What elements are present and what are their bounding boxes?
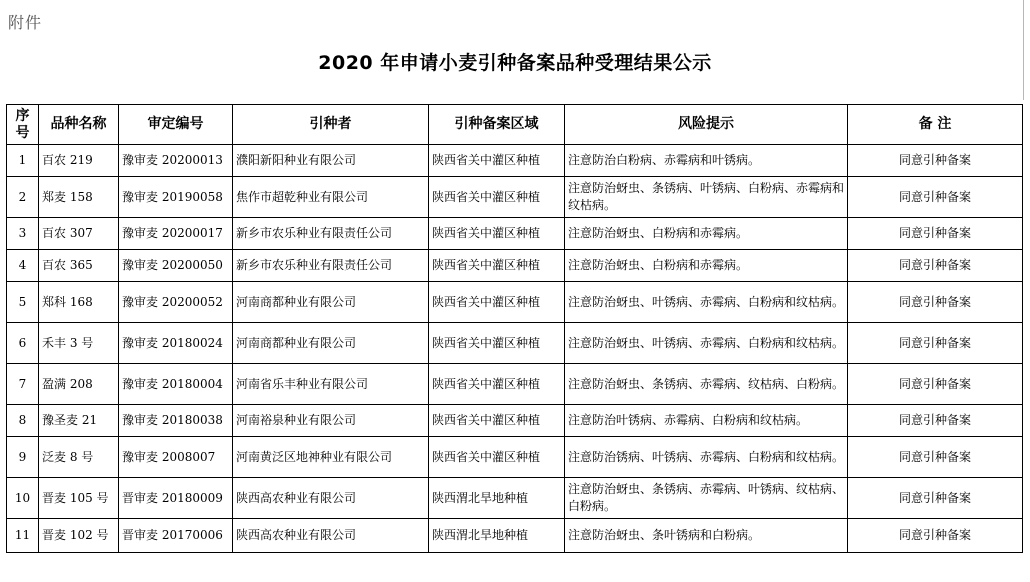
cell-name: 盈满 208 [39, 364, 119, 405]
cell-risk: 注意防治蚜虫、白粉病和赤霉病。 [565, 218, 848, 250]
cell-region: 陕西省关中灌区种植 [429, 145, 565, 177]
cell-note: 同意引种备案 [848, 145, 1023, 177]
cell-region: 陕西渭北旱地种植 [429, 519, 565, 553]
cell-name: 晋麦 105 号 [39, 478, 119, 519]
cell-name: 百农 365 [39, 250, 119, 282]
table-row [7, 177, 1023, 218]
attachment-label: 附件 [8, 13, 43, 32]
cell-applicant: 河南省乐丰种业有限公司 [233, 364, 429, 405]
cell-region: 陕西省关中灌区种植 [429, 364, 565, 405]
page-title: 2020 年申请小麦引种备案品种受理结果公示 [318, 52, 712, 74]
cell-code: 晋审麦 20170006 [119, 519, 233, 553]
cell-code: 豫审麦 20200013 [119, 145, 233, 177]
cell-note: 同意引种备案 [848, 250, 1023, 282]
cell-note: 同意引种备案 [848, 218, 1023, 250]
cell-no: 7 [7, 364, 39, 405]
cell-no: 11 [7, 519, 39, 553]
cell-risk: 注意防治蚜虫、叶锈病、赤霉病、白粉病和纹枯病。 [565, 282, 848, 323]
table-row [7, 218, 1023, 250]
cell-no: 2 [7, 177, 39, 218]
cell-risk: 注意防治叶锈病、赤霉病、白粉病和纹枯病。 [565, 405, 848, 437]
cell-no: 3 [7, 218, 39, 250]
cell-risk: 注意防治蚜虫、条锈病、赤霉病、纹枯病、白粉病。 [565, 364, 848, 405]
table-row [7, 405, 1023, 437]
cell-code: 豫审麦 20200050 [119, 250, 233, 282]
cell-note: 同意引种备案 [848, 364, 1023, 405]
header-note: 备 注 [848, 105, 1023, 145]
cell-applicant: 河南商都种业有限公司 [233, 282, 429, 323]
cell-no: 10 [7, 478, 39, 519]
cell-name: 郑麦 158 [39, 177, 119, 218]
cell-code: 豫审麦 20180004 [119, 364, 233, 405]
cell-region: 陕西省关中灌区种植 [429, 177, 565, 218]
cell-no: 8 [7, 405, 39, 437]
cell-no: 4 [7, 250, 39, 282]
cell-risk: 注意防治蚜虫、条锈病、叶锈病、白粉病、赤霉病和纹枯病。 [565, 177, 848, 218]
cell-name: 百农 219 [39, 145, 119, 177]
cell-risk: 注意防治蚜虫、白粉病和赤霉病。 [565, 250, 848, 282]
cell-note: 同意引种备案 [848, 519, 1023, 553]
cell-name: 豫圣麦 21 [39, 405, 119, 437]
cell-region: 陕西省关中灌区种植 [429, 218, 565, 250]
cell-applicant: 焦作市超乾种业有限公司 [233, 177, 429, 218]
header-code: 审定编号 [119, 105, 233, 145]
cell-code: 豫审麦 20200017 [119, 218, 233, 250]
table-row [7, 323, 1023, 364]
header-no: 序号 [7, 105, 39, 145]
cell-name: 晋麦 102 号 [39, 519, 119, 553]
table-row [7, 437, 1023, 478]
header-risk: 风险提示 [565, 105, 848, 145]
cell-applicant: 濮阳新阳种业有限公司 [233, 145, 429, 177]
table-row [7, 250, 1023, 282]
cell-code: 晋审麦 20180009 [119, 478, 233, 519]
cell-region: 陕西省关中灌区种植 [429, 323, 565, 364]
table-row [7, 519, 1023, 553]
cell-name: 禾丰 3 号 [39, 323, 119, 364]
table-row [7, 282, 1023, 323]
cell-code: 豫审麦 20180024 [119, 323, 233, 364]
cell-risk: 注意防治白粉病、赤霉病和叶锈病。 [565, 145, 848, 177]
table-row [7, 145, 1023, 177]
header-name: 品种名称 [39, 105, 119, 145]
cell-code: 豫审麦 20180038 [119, 405, 233, 437]
cell-region: 陕西省关中灌区种植 [429, 250, 565, 282]
cell-applicant: 陕西高农种业有限公司 [233, 519, 429, 553]
cell-risk: 注意防治锈病、叶锈病、赤霉病、白粉病和纹枯病。 [565, 437, 848, 478]
header-region: 引种备案区域 [429, 105, 565, 145]
cell-risk: 注意防治蚜虫、条叶锈病和白粉病。 [565, 519, 848, 553]
cell-applicant: 河南商都种业有限公司 [233, 323, 429, 364]
cell-note: 同意引种备案 [848, 478, 1023, 519]
cell-no: 6 [7, 323, 39, 364]
header-applicant: 引种者 [233, 105, 429, 145]
cell-region: 陕西渭北旱地种植 [429, 478, 565, 519]
cell-risk: 注意防治蚜虫、条锈病、赤霉病、叶锈病、纹枯病、白粉病。 [565, 478, 848, 519]
cell-region: 陕西省关中灌区种植 [429, 282, 565, 323]
cell-name: 百农 307 [39, 218, 119, 250]
cell-code: 豫审麦 20190058 [119, 177, 233, 218]
results-table [6, 104, 1023, 553]
cell-name: 郑科 168 [39, 282, 119, 323]
cell-note: 同意引种备案 [848, 437, 1023, 478]
cell-note: 同意引种备案 [848, 177, 1023, 218]
cell-region: 陕西省关中灌区种植 [429, 437, 565, 478]
cell-no: 1 [7, 145, 39, 177]
cell-code: 豫审麦 2008007 [119, 437, 233, 478]
cell-applicant: 新乡市农乐种业有限责任公司 [233, 218, 429, 250]
cell-applicant: 河南裕泉种业有限公司 [233, 405, 429, 437]
cell-applicant: 陕西高农种业有限公司 [233, 478, 429, 519]
cell-note: 同意引种备案 [848, 323, 1023, 364]
table-row [7, 364, 1023, 405]
cell-note: 同意引种备案 [848, 282, 1023, 323]
cell-note: 同意引种备案 [848, 405, 1023, 437]
table-row [7, 478, 1023, 519]
cell-risk: 注意防治蚜虫、叶锈病、赤霉病、白粉病和纹枯病。 [565, 323, 848, 364]
table-header-row [7, 105, 1023, 145]
cell-region: 陕西省关中灌区种植 [429, 405, 565, 437]
cell-applicant: 河南黄泛区地神种业有限公司 [233, 437, 429, 478]
cell-applicant: 新乡市农乐种业有限责任公司 [233, 250, 429, 282]
cell-name: 泛麦 8 号 [39, 437, 119, 478]
cell-no: 9 [7, 437, 39, 478]
cell-no: 5 [7, 282, 39, 323]
cell-code: 豫审麦 20200052 [119, 282, 233, 323]
